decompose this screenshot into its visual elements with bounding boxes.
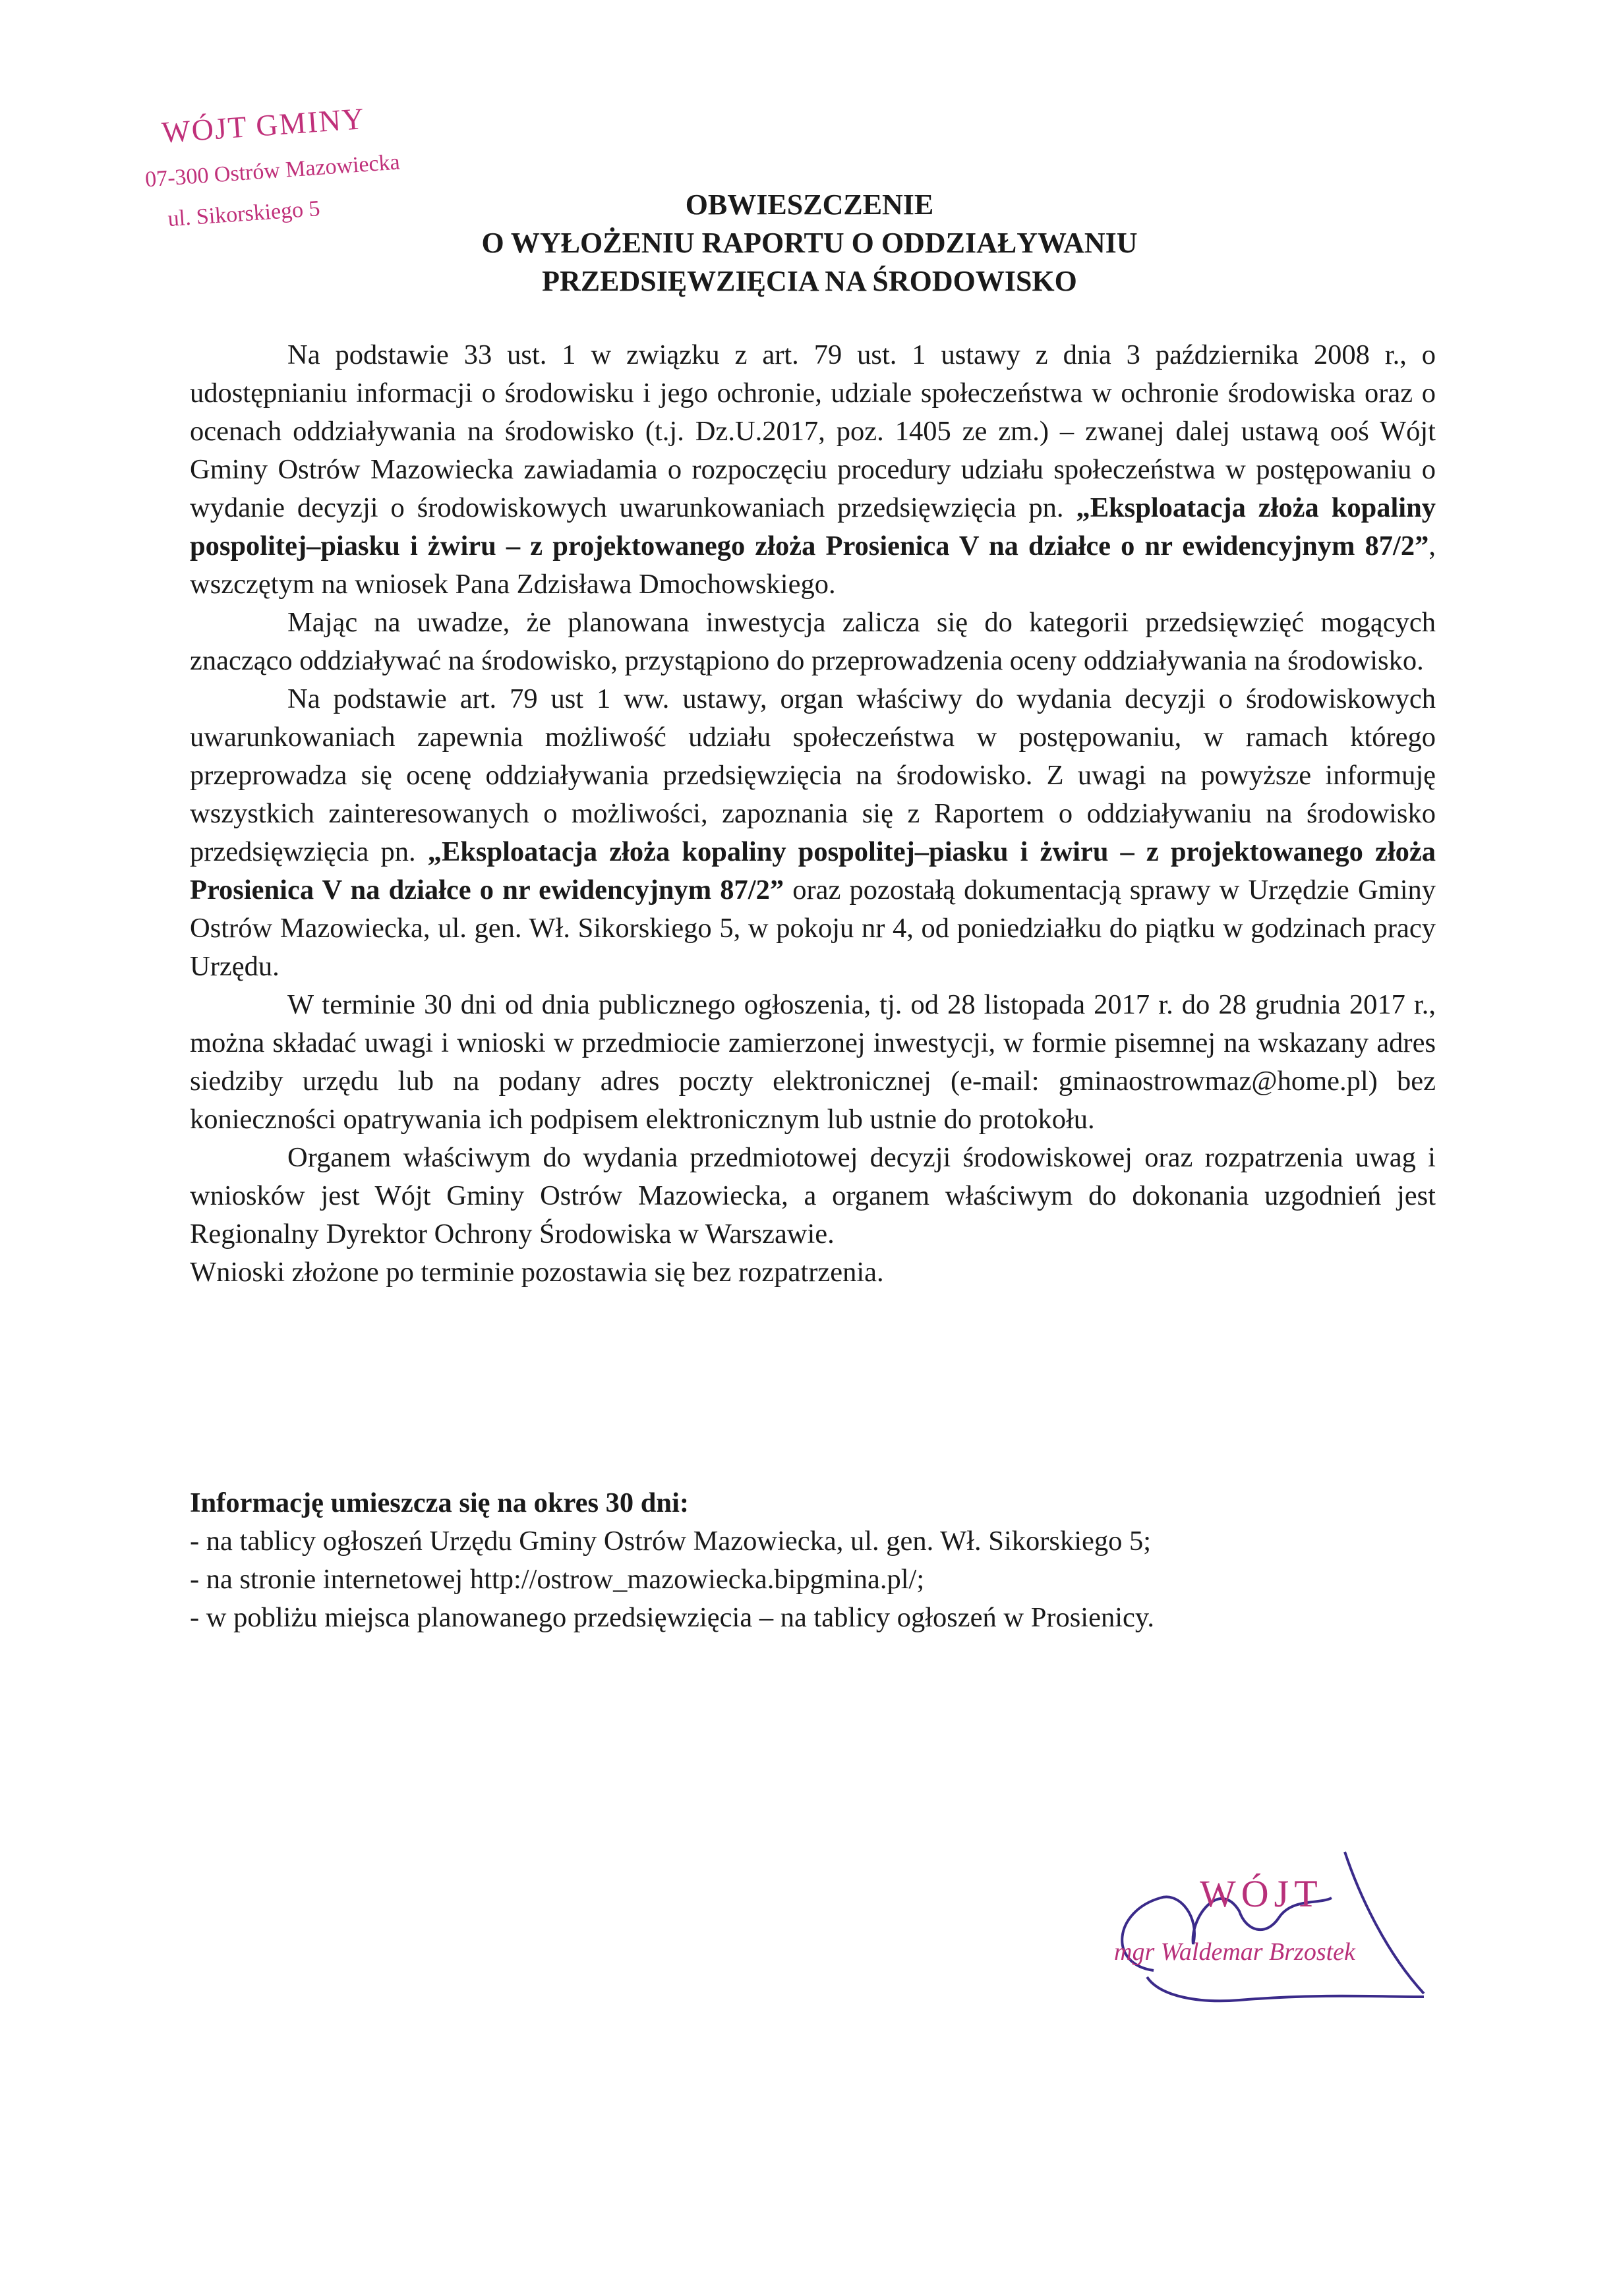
info-title: Informację umieszcza się na okres 30 dni: xyxy=(190,1487,690,1518)
paragraph-1 xyxy=(190,336,1436,604)
signature-name: mgr Waldemar Brzostek xyxy=(1114,1938,1355,1966)
signature-scribble xyxy=(1068,1839,1437,2023)
paragraph-5: Organem właściwym do wydania przedmiotowej decyzji środowiskowej oraz rozpatrzenia uwag i wniosków jest Wójt Gminy Ostrów Mazowiecka, a organem właściwym do dokonania uzgodnień jest Regionalny Dyrektor Ochrony Środowiska w Warszawie. xyxy=(190,1142,1436,1249)
stamp-line-1: WÓJT GMINY xyxy=(160,101,367,150)
paragraph-1-text-a: Na podstawie 33 ust. 1 w związku z art. 79 ust. 1 ustawy z dnia 3 października 2008 r., o udostępnianiu informacji o środowisku i jego ochronie, udziale społeczeństwa w ochronie środowiska oraz o ocenach oddziaływania na środowisko (t.j. Dz.U.2017, poz. 1405 ze zm.) – zwanej dalej ustawą ooś Wójt Gminy Ostrów Mazowiecka zawiadamia o rozpoczęciu procedury udziału społeczeństwa w postępowaniu o wydanie decyzji o środowiskowych uwarunkowaniach przedsięwzięcia pn. xyxy=(190,339,1436,523)
stamp-line-2: 07-300 Ostrów Mazowiecka xyxy=(144,150,401,192)
paragraph-3-text-a: Na podstawie art. 79 ust 1 ww. ustawy, organ właściwy do wydania decyzji o środowiskowych uwarunkowaniach zapewnia możliwość udziału społeczeństwa w postępowaniu, w ramach którego przeprowadza się ocenę oddziaływania przedsięwzięcia na środowisko. Z uwagi na powyższe informuję wszystkich zainteresowanych o możliwości, zapoznania się z Raportem o oddziaływaniu na środowisko przedsięwzięcia pn. xyxy=(190,683,1436,867)
info-item-1: - na tablicy ogłoszeń Urzędu Gminy Ostrów Mazowiecka, ul. gen. Wł. Sikorskiego 5; xyxy=(190,1526,1152,1557)
heading-line-3: PRZEDSIĘWZIĘCIA NA ŚRODOWISKO xyxy=(542,265,1077,297)
paragraph-4: W terminie 30 dni od dnia publicznego ogłoszenia, tj. od 28 listopada 2017 r. do 28 grudnia 2017 r., można składać uwagi i wnioski w przedmiocie zamierzonej inwestycji, w formie pisemnej na wskazany adres siedziby urzędu lub na podany adres poczty elektronicznej (e-mail: gminaostrowmaz@home.pl) bez konieczności opatrywania ich podpisem elektronicznym lub ustnie do protokołu. xyxy=(190,989,1436,1135)
project-name-1: „Eksploatacja złoża kopaliny pospolitej–piasku i żwiru – z projektowanego złoża Prosienica V na działce o nr ewidencyjnym 87/2” xyxy=(190,492,1436,561)
paragraph-3-text-c: oraz pozostałą dokumentacją sprawy w Urzędzie Gminy Ostrów Mazowiecka, ul. gen. Wł. Sikorskiego 5, w pokoju nr 4, od poniedziałku do piątku w godzinach pracy Urzędu. xyxy=(190,875,1436,982)
info-item-3: - w pobliżu miejsca planowanego przedsięwzięcia – na tablicy ogłoszeń w Prosienicy. xyxy=(190,1602,1155,1633)
info-item-2: - na stronie internetowej http://ostrow_mazowiecka.bipgmina.pl/; xyxy=(190,1564,925,1595)
project-name-2: „Eksploatacja złoża kopaliny pospolitej–piasku i żwiru – z projektowanego złoża Prosienica V na działce o nr ewidencyjnym 87/2” xyxy=(190,836,1436,905)
paragraph-2: Mając na uwadze, że planowana inwestycja zalicza się do kategorii przedsięwzięć mogących znacząco oddziaływać na środowisko, przystąpiono do przeprowadzenia oceny oddziaływania na środowisko. xyxy=(190,607,1436,676)
signature-title: WÓJT xyxy=(1200,1872,1323,1915)
document-body xyxy=(190,336,1436,1292)
paragraph-1-text-c: , wszczętym na wniosek Pana Zdzisława Dmochowskiego. xyxy=(190,531,1436,600)
heading-line-2: O WYŁOŻENIU RAPORTU O ODDZIAŁYWANIU xyxy=(481,227,1138,259)
paragraph-6: Wnioski złożone po terminie pozostawia się bez rozpatrzenia. xyxy=(190,1257,884,1288)
paragraph-3 xyxy=(190,680,1436,986)
document-heading xyxy=(0,186,1619,301)
stamp-line-3: ul. Sikorskiego 5 xyxy=(167,196,321,232)
signature-stamp xyxy=(1068,1839,1437,2023)
info-section xyxy=(190,1484,1436,1637)
heading-line-1: OBWIESZCZENIE xyxy=(685,188,934,221)
